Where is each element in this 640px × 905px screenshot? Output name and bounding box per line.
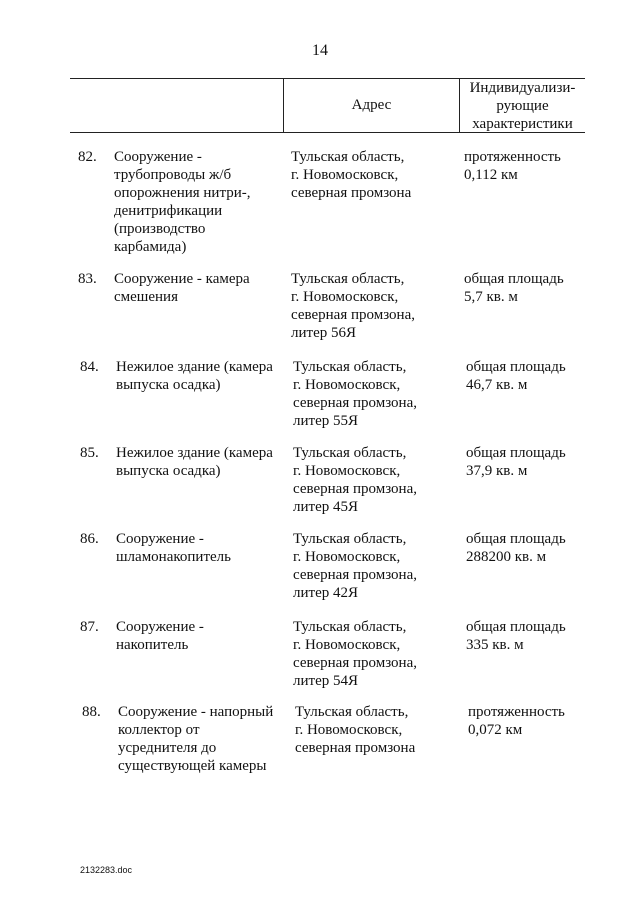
row-characteristic-line: 288200 кв. м [466, 549, 547, 565]
row-address-line: г. Новомосковск, [293, 377, 401, 393]
row-address-line: Тульская область, [293, 531, 407, 547]
row-characteristic-line: 335 кв. м [466, 637, 524, 653]
row-name [116, 618, 286, 654]
row-name-line: карбамида) [114, 239, 187, 255]
row-characteristic-line: общая площадь [466, 359, 566, 375]
row-address-line: Тульская область, [295, 704, 409, 720]
row-address [293, 358, 463, 430]
row-characteristic-line: 0,072 км [468, 722, 523, 738]
row-name-line: Сооружение - [116, 531, 204, 547]
row-name [114, 270, 284, 306]
row-name-line: Сооружение - [116, 619, 204, 635]
row-address [293, 618, 463, 690]
row-address-line: северная промзона [295, 740, 416, 756]
row-name-line: выпуска осадка) [116, 463, 221, 479]
row-address-line: Тульская область, [293, 445, 407, 461]
row-address-line: Тульская область, [291, 149, 405, 165]
row-name-line: Нежилое здание (камера [116, 359, 273, 375]
row-characteristic-line: 46,7 кв. м [466, 377, 528, 393]
row-address-line: Тульская область, [293, 619, 407, 635]
row-characteristic-line: общая площадь [464, 271, 564, 287]
header-characteristics [460, 79, 585, 133]
row-address [291, 270, 461, 342]
row-name-line: (производство [114, 221, 206, 237]
row-characteristic [464, 148, 604, 184]
row-name [116, 444, 286, 480]
row-address-line: северная промзона [291, 185, 412, 201]
row-name-line: денитрификации [114, 203, 223, 219]
row-address-line: северная промзона, [293, 567, 417, 583]
row-number: 86. [80, 531, 99, 547]
row-name-line: смешения [114, 289, 178, 305]
row-name-line: выпуска осадка) [116, 377, 221, 393]
row-characteristic-line: 5,7 кв. м [464, 289, 518, 305]
row-address-line: г. Новомосковск, [293, 463, 401, 479]
row-number: 87. [80, 619, 99, 635]
row-address-line: литер 55Я [293, 413, 358, 429]
row-characteristic [466, 358, 606, 394]
row-name-line: существующей камеры [118, 758, 267, 774]
row-characteristic [466, 444, 606, 480]
row-address-line: Тульская область, [293, 359, 407, 375]
row-characteristic-line: общая площадь [466, 445, 566, 461]
row-address-line: северная промзона, [293, 655, 417, 671]
row-name [116, 530, 286, 566]
row-address-line: литер 56Я [291, 325, 356, 341]
row-address [293, 530, 463, 602]
row-name-line: опорожнения нитри-, [114, 185, 251, 201]
row-address-line: г. Новомосковск, [293, 637, 401, 653]
row-number: 83. [78, 271, 97, 287]
row-characteristic-line: протяженность [468, 704, 565, 720]
row-name-line: коллектор от [118, 722, 200, 738]
row-characteristic [466, 618, 606, 654]
row-name [114, 148, 284, 256]
table-header [70, 78, 585, 133]
row-address-line: северная промзона, [293, 481, 417, 497]
row-characteristic [468, 703, 608, 739]
row-name-line: трубопроводы ж/б [114, 167, 232, 183]
row-number: 88. [82, 704, 101, 720]
row-number: 85. [80, 445, 99, 461]
row-address-line: г. Новомосковск, [291, 167, 399, 183]
row-characteristic-line: 37,9 кв. м [466, 463, 528, 479]
header-characteristics-line: рующие [496, 98, 549, 114]
header-characteristics-line: Индивидуализи- [469, 80, 576, 96]
row-address-line: литер 45Я [293, 499, 358, 515]
row-characteristic-line: протяженность [464, 149, 561, 165]
row-address-line: северная промзона, [291, 307, 415, 323]
row-address-line: Тульская область, [291, 271, 405, 287]
row-address-line: литер 42Я [293, 585, 358, 601]
footer-filename: 2132283.doc [80, 865, 133, 875]
row-name [116, 358, 286, 394]
row-name-line: усреднителя до [118, 740, 217, 756]
page-number: 14 [312, 42, 328, 59]
row-address-line: г. Новомосковск, [295, 722, 403, 738]
row-name-line: Сооружение - камера [114, 271, 250, 287]
row-characteristic [464, 270, 604, 306]
row-characteristic-line: общая площадь [466, 619, 566, 635]
header-characteristics-line: характеристики [472, 116, 573, 132]
row-address-line: литер 54Я [293, 673, 358, 689]
row-name-line: шламонакопитель [116, 549, 231, 565]
row-name-line: Сооружение - [114, 149, 202, 165]
row-characteristic-line: общая площадь [466, 531, 566, 547]
row-address-line: г. Новомосковск, [291, 289, 399, 305]
row-name-line: Сооружение - напорный [118, 704, 274, 720]
row-address [291, 148, 461, 202]
row-name [118, 703, 288, 775]
row-address-line: северная промзона, [293, 395, 417, 411]
row-address-line: г. Новомосковск, [293, 549, 401, 565]
header-address: Адрес [351, 97, 392, 113]
row-name-line: накопитель [116, 637, 189, 653]
row-characteristic [466, 530, 606, 566]
row-characteristic-line: 0,112 км [464, 167, 518, 183]
row-number: 84. [80, 359, 99, 375]
row-address [293, 444, 463, 516]
row-number: 82. [78, 149, 97, 165]
row-name-line: Нежилое здание (камера [116, 445, 273, 461]
row-address [295, 703, 465, 757]
